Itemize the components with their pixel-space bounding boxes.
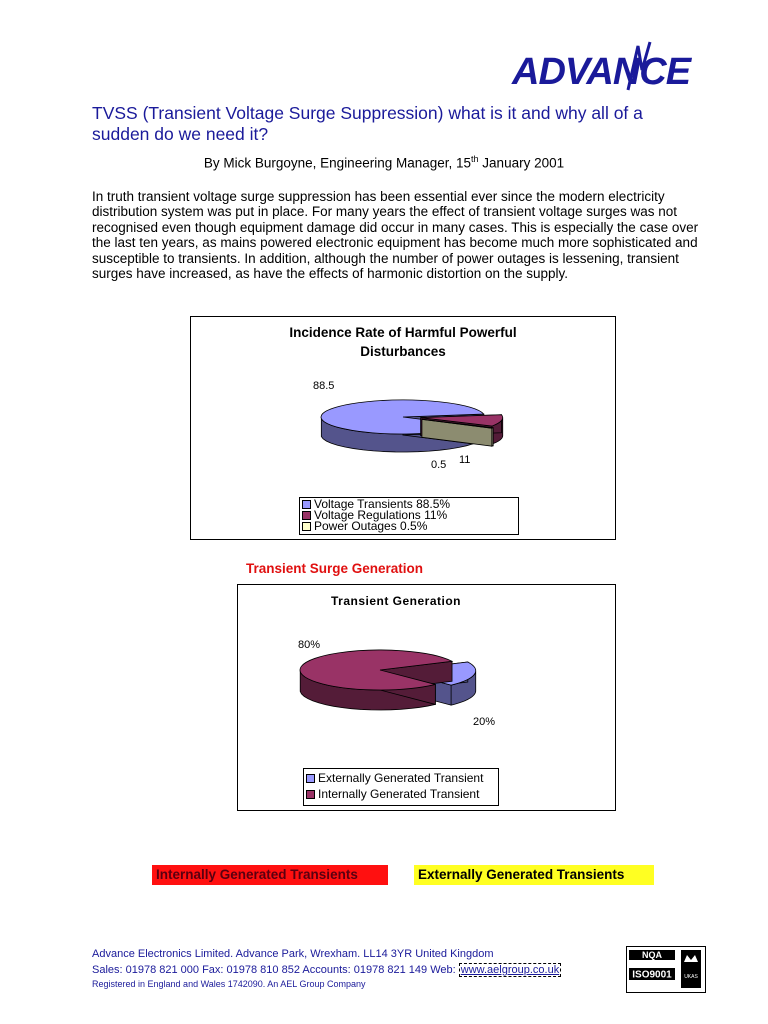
legend-item: Externally Generated Transient [306, 770, 496, 786]
footer [92, 946, 612, 991]
legend-swatch [306, 774, 315, 783]
cert-mark-nqa: NQA [642, 950, 662, 960]
legend-swatch [302, 522, 311, 531]
chart-legend [299, 497, 519, 535]
chart-transient-generation [237, 584, 616, 811]
internally-generated-transients-link[interactable]: Internally Generated Transients [152, 865, 388, 885]
pie-slice [300, 650, 452, 710]
externally-generated-transients-link[interactable]: Externally Generated Transients [414, 865, 654, 885]
chart-disturbances [190, 316, 616, 540]
legend-swatch [306, 790, 315, 799]
footer-registration: Registered in England and Wales 1742090. An AEL Group Company [92, 979, 366, 989]
data-label: 88.5 [313, 380, 335, 392]
certification-badge [626, 946, 706, 993]
chart-title: Incidence Rate of Harmful Powerful [289, 325, 517, 340]
byline: By Mick Burgoyne, Engineering Manager, 15th January 2001 [203, 154, 565, 171]
data-label: 80% [298, 639, 321, 651]
legend-item: Power Outages 0.5% [302, 521, 516, 532]
section-heading: Transient Surge Generation [246, 561, 424, 576]
footer-contacts: Sales: 01978 821 000 Fax: 01978 810 852 Accounts: 01978 821 149 Web: www.aelgroup.co.uk [92, 964, 560, 976]
chart-legend [303, 768, 499, 806]
advance-logo [510, 40, 715, 95]
cert-mark-ukas: UKAS [684, 974, 698, 980]
data-label: 0.5 [431, 459, 447, 471]
intro-paragraph: In truth transient voltage surge suppression has been essential ever since the modern electricity distribution system was put in place. For many years the effect of transient voltage surges was not recognised even though equipment damage did occur in many cases. This is especially the case over the last ten years, as mains powered electronic equipment has become much more sophisticated and susceptible to transients. In addition, although the number of power outages is lessening, transient surges have increased, as have the effects of harmonic distortion on the supply. [92, 189, 699, 282]
footer-address: Advance Electronics Limited. Advance Park, Wrexham. LL14 3YR United Kingdom [92, 948, 494, 960]
pie-chart [313, 380, 503, 471]
page-title: TVSS (Transient Voltage Surge Suppression) what is it and why all of a sudden do we need it? [92, 103, 643, 144]
chart-title: Transient Generation [330, 594, 462, 608]
website-link[interactable]: www.aelgroup.co.uk [460, 964, 560, 976]
legend-item: Voltage Transients 88.5% [302, 499, 516, 510]
legend-swatch [302, 511, 311, 520]
cert-mark-iso: ISO9001 [632, 969, 672, 981]
logo-text: ADVANCE [512, 51, 691, 93]
legend-item: Internally Generated Transient [306, 786, 496, 802]
pie-chart [298, 639, 495, 728]
data-label: 20% [473, 716, 496, 728]
data-label: 11 [459, 454, 471, 466]
legend-swatch [302, 500, 311, 509]
chart-title: Disturbances [360, 344, 446, 359]
legend-item: Voltage Regulations 11% [302, 510, 516, 521]
